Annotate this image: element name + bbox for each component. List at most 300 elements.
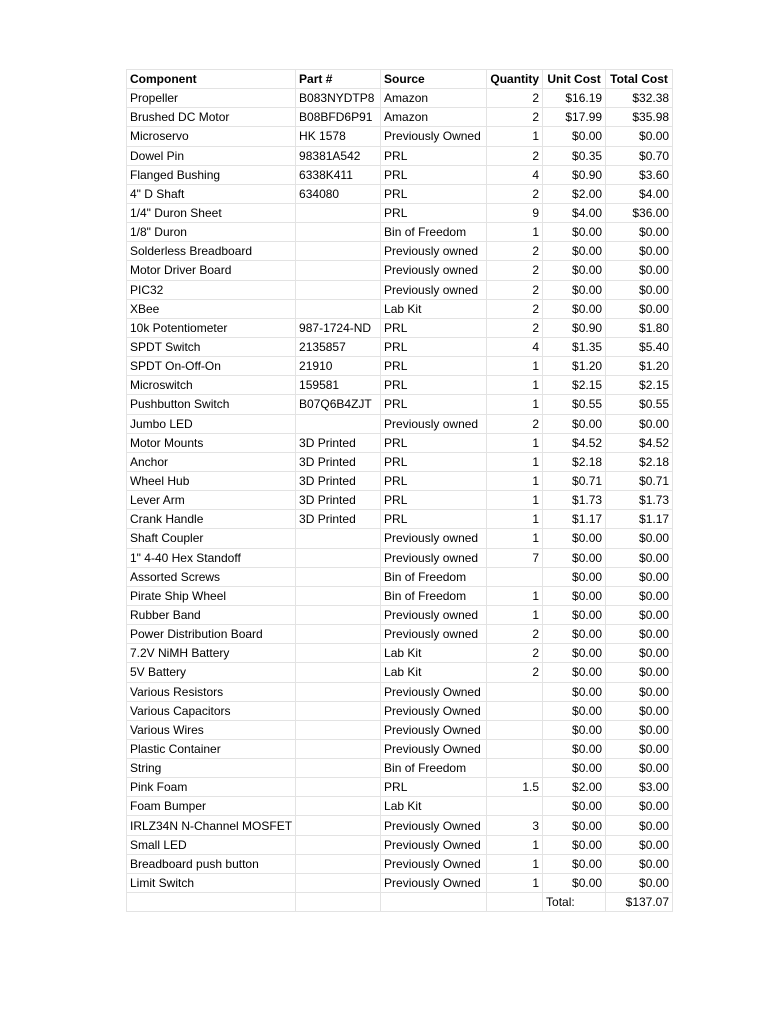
cell-component: Lever Arm <box>127 491 296 510</box>
cell-part-number: 2135857 <box>296 337 381 356</box>
cell-component: SPDT Switch <box>127 337 296 356</box>
cell-unit-cost: $0.00 <box>543 797 606 816</box>
header-total-cost: Total Cost <box>606 70 673 89</box>
cell-component: Foam Bumper <box>127 797 296 816</box>
cell-total-cost: $4.52 <box>606 433 673 452</box>
cell-unit-cost: $0.90 <box>543 318 606 337</box>
cell-quantity: 1 <box>487 491 543 510</box>
total-row-empty-cell <box>127 893 296 912</box>
cell-unit-cost: $2.15 <box>543 376 606 395</box>
table-header <box>127 70 673 89</box>
cell-unit-cost: $0.00 <box>543 739 606 758</box>
cell-part-number <box>296 223 381 242</box>
cell-component: SPDT On-Off-On <box>127 357 296 376</box>
header-row <box>127 70 673 89</box>
cell-source: Previously owned <box>381 242 487 261</box>
cell-part-number <box>296 567 381 586</box>
cell-source: PRL <box>381 146 487 165</box>
cell-unit-cost: $0.00 <box>543 548 606 567</box>
table-row <box>127 644 673 663</box>
table-row <box>127 491 673 510</box>
table-row <box>127 280 673 299</box>
cell-part-number: 3D Printed <box>296 452 381 471</box>
header-quantity: Quantity <box>487 70 543 89</box>
table-row <box>127 414 673 433</box>
cell-component: Solderless Breadboard <box>127 242 296 261</box>
cell-total-cost: $0.00 <box>606 739 673 758</box>
cell-quantity: 1 <box>487 433 543 452</box>
cell-component: Pushbutton Switch <box>127 395 296 414</box>
cell-source: PRL <box>381 184 487 203</box>
cell-quantity: 2 <box>487 280 543 299</box>
cell-unit-cost: $2.00 <box>543 184 606 203</box>
cell-source: Previously Owned <box>381 816 487 835</box>
total-row-empty-cell <box>296 893 381 912</box>
table-row <box>127 108 673 127</box>
table-row <box>127 873 673 892</box>
cell-total-cost: $0.00 <box>606 605 673 624</box>
cell-part-number <box>296 414 381 433</box>
cell-total-cost: $3.60 <box>606 165 673 184</box>
cell-unit-cost: $0.00 <box>543 873 606 892</box>
cell-quantity: 2 <box>487 89 543 108</box>
cell-quantity <box>487 720 543 739</box>
cell-source: PRL <box>381 203 487 222</box>
cell-part-number <box>296 701 381 720</box>
cell-component: 4" D Shaft <box>127 184 296 203</box>
cell-source: Previously owned <box>381 529 487 548</box>
table-row <box>127 529 673 548</box>
cell-part-number: 98381A542 <box>296 146 381 165</box>
cell-unit-cost: $4.52 <box>543 433 606 452</box>
cell-total-cost: $0.00 <box>606 223 673 242</box>
table-row <box>127 89 673 108</box>
cell-component: Shaft Coupler <box>127 529 296 548</box>
cell-quantity: 1 <box>487 471 543 490</box>
cell-total-cost: $0.00 <box>606 529 673 548</box>
cell-total-cost: $35.98 <box>606 108 673 127</box>
cell-source: PRL <box>381 357 487 376</box>
cell-unit-cost: $16.19 <box>543 89 606 108</box>
cell-part-number: 21910 <box>296 357 381 376</box>
cell-quantity <box>487 567 543 586</box>
cell-component: Various Resistors <box>127 682 296 701</box>
cell-quantity: 1 <box>487 357 543 376</box>
table-row <box>127 184 673 203</box>
cell-part-number <box>296 261 381 280</box>
cell-source: PRL <box>381 433 487 452</box>
cell-component: Motor Mounts <box>127 433 296 452</box>
cell-total-cost: $36.00 <box>606 203 673 222</box>
cell-part-number <box>296 720 381 739</box>
cell-component: Breadboard push button <box>127 854 296 873</box>
table-row <box>127 854 673 873</box>
total-row-empty-cell <box>381 893 487 912</box>
cell-quantity: 1 <box>487 510 543 529</box>
cell-part-number <box>296 548 381 567</box>
cell-source: PRL <box>381 491 487 510</box>
cell-total-cost: $0.00 <box>606 797 673 816</box>
cell-quantity: 2 <box>487 625 543 644</box>
table-row <box>127 720 673 739</box>
table-row <box>127 127 673 146</box>
cell-part-number: B08BFD6P91 <box>296 108 381 127</box>
cell-part-number <box>296 759 381 778</box>
cell-component: Wheel Hub <box>127 471 296 490</box>
cell-component: Small LED <box>127 835 296 854</box>
cell-unit-cost: $0.00 <box>543 280 606 299</box>
cell-part-number <box>296 605 381 624</box>
table-row <box>127 797 673 816</box>
cell-unit-cost: $2.00 <box>543 778 606 797</box>
cell-source: Bin of Freedom <box>381 759 487 778</box>
cell-quantity: 1 <box>487 835 543 854</box>
table-row <box>127 471 673 490</box>
cell-part-number: 6338K411 <box>296 165 381 184</box>
cell-unit-cost: $0.00 <box>543 567 606 586</box>
cell-quantity: 2 <box>487 261 543 280</box>
cell-source: PRL <box>381 165 487 184</box>
cell-part-number <box>296 625 381 644</box>
cell-component: Assorted Screws <box>127 567 296 586</box>
cell-total-cost: $32.38 <box>606 89 673 108</box>
cell-source: PRL <box>381 510 487 529</box>
cell-source: Bin of Freedom <box>381 223 487 242</box>
table-row <box>127 605 673 624</box>
cell-component: Propeller <box>127 89 296 108</box>
cell-component: Anchor <box>127 452 296 471</box>
table-row <box>127 376 673 395</box>
cell-quantity: 2 <box>487 146 543 165</box>
cell-part-number <box>296 797 381 816</box>
cell-component: Power Distribution Board <box>127 625 296 644</box>
cell-component: Microservo <box>127 127 296 146</box>
table-row <box>127 318 673 337</box>
table-row <box>127 261 673 280</box>
cell-total-cost: $0.00 <box>606 261 673 280</box>
cell-total-cost: $0.00 <box>606 548 673 567</box>
table-row <box>127 739 673 758</box>
cell-total-cost: $0.00 <box>606 242 673 261</box>
cell-part-number <box>296 816 381 835</box>
cell-quantity <box>487 797 543 816</box>
cell-quantity: 1 <box>487 452 543 471</box>
cell-unit-cost: $0.00 <box>543 701 606 720</box>
cell-quantity: 4 <box>487 165 543 184</box>
cell-total-cost: $1.80 <box>606 318 673 337</box>
cell-unit-cost: $2.18 <box>543 452 606 471</box>
cell-component: 7.2V NiMH Battery <box>127 644 296 663</box>
cell-total-cost: $0.00 <box>606 567 673 586</box>
cell-quantity: 2 <box>487 242 543 261</box>
cell-part-number <box>296 873 381 892</box>
cell-total-cost: $0.00 <box>606 854 673 873</box>
cell-part-number: B083NYDTP8 <box>296 89 381 108</box>
cell-total-cost: $0.00 <box>606 873 673 892</box>
cell-unit-cost: $0.00 <box>543 720 606 739</box>
cell-part-number <box>296 835 381 854</box>
cell-unit-cost: $0.00 <box>543 223 606 242</box>
cell-part-number <box>296 644 381 663</box>
cell-source: Previously Owned <box>381 682 487 701</box>
cell-total-cost: $0.00 <box>606 586 673 605</box>
cell-total-cost: $2.15 <box>606 376 673 395</box>
cell-part-number: 3D Printed <box>296 491 381 510</box>
cell-part-number: HK 1578 <box>296 127 381 146</box>
cell-unit-cost: $0.55 <box>543 395 606 414</box>
cell-quantity <box>487 701 543 720</box>
table-row <box>127 548 673 567</box>
cell-total-cost: $0.00 <box>606 127 673 146</box>
cell-source: Previously Owned <box>381 701 487 720</box>
cell-component: 1" 4-40 Hex Standoff <box>127 548 296 567</box>
cell-component: Flanged Bushing <box>127 165 296 184</box>
cell-quantity: 3 <box>487 816 543 835</box>
cell-unit-cost: $0.00 <box>543 625 606 644</box>
cell-part-number: 987-1724-ND <box>296 318 381 337</box>
cell-source: Previously owned <box>381 414 487 433</box>
table-row <box>127 510 673 529</box>
cell-unit-cost: $0.00 <box>543 299 606 318</box>
cell-part-number <box>296 586 381 605</box>
cell-component: IRLZ34N N-Channel MOSFET <box>127 816 296 835</box>
cell-quantity: 2 <box>487 414 543 433</box>
cell-component: 1/4" Duron Sheet <box>127 203 296 222</box>
cell-source: PRL <box>381 376 487 395</box>
cell-quantity: 2 <box>487 299 543 318</box>
cell-quantity: 2 <box>487 644 543 663</box>
table-row <box>127 625 673 644</box>
cell-part-number <box>296 682 381 701</box>
cell-quantity: 1 <box>487 376 543 395</box>
cell-part-number <box>296 854 381 873</box>
cell-part-number <box>296 242 381 261</box>
cell-quantity: 2 <box>487 318 543 337</box>
cell-component: String <box>127 759 296 778</box>
table-row <box>127 835 673 854</box>
cell-unit-cost: $0.00 <box>543 644 606 663</box>
cell-component: Various Wires <box>127 720 296 739</box>
cell-total-cost: $4.00 <box>606 184 673 203</box>
cell-source: PRL <box>381 337 487 356</box>
cell-unit-cost: $1.20 <box>543 357 606 376</box>
cell-part-number: 159581 <box>296 376 381 395</box>
cell-unit-cost: $0.00 <box>543 835 606 854</box>
cell-unit-cost: $4.00 <box>543 203 606 222</box>
cell-total-cost: $2.18 <box>606 452 673 471</box>
cell-unit-cost: $0.00 <box>543 586 606 605</box>
cell-quantity: 4 <box>487 337 543 356</box>
cell-source: Previously Owned <box>381 835 487 854</box>
cell-part-number <box>296 778 381 797</box>
table-row <box>127 586 673 605</box>
table-row <box>127 337 673 356</box>
table-row <box>127 203 673 222</box>
cell-total-cost: $0.00 <box>606 816 673 835</box>
cell-source: Lab Kit <box>381 797 487 816</box>
cell-source: Lab Kit <box>381 644 487 663</box>
cell-source: Lab Kit <box>381 663 487 682</box>
cell-quantity <box>487 759 543 778</box>
cell-component: Plastic Container <box>127 739 296 758</box>
cell-unit-cost: $0.00 <box>543 682 606 701</box>
table-footer <box>127 893 673 912</box>
cell-source: Previously owned <box>381 280 487 299</box>
table-row <box>127 146 673 165</box>
cell-part-number <box>296 529 381 548</box>
cell-quantity: 1 <box>487 586 543 605</box>
cell-source: Previously owned <box>381 261 487 280</box>
cell-total-cost: $0.00 <box>606 701 673 720</box>
table-row <box>127 242 673 261</box>
cell-total-cost: $1.20 <box>606 357 673 376</box>
cell-quantity: 2 <box>487 184 543 203</box>
cell-component: 5V Battery <box>127 663 296 682</box>
cell-component: Crank Handle <box>127 510 296 529</box>
cell-unit-cost: $1.35 <box>543 337 606 356</box>
cell-component: XBee <box>127 299 296 318</box>
cell-unit-cost: $17.99 <box>543 108 606 127</box>
cell-part-number: B07Q6B4ZJT <box>296 395 381 414</box>
cell-part-number: 3D Printed <box>296 471 381 490</box>
cell-quantity: 1 <box>487 529 543 548</box>
cell-total-cost: $0.00 <box>606 720 673 739</box>
cell-quantity <box>487 682 543 701</box>
cell-part-number: 3D Printed <box>296 510 381 529</box>
cell-unit-cost: $1.73 <box>543 491 606 510</box>
cell-component: Motor Driver Board <box>127 261 296 280</box>
cell-unit-cost: $0.00 <box>543 854 606 873</box>
cell-component: Jumbo LED <box>127 414 296 433</box>
cell-total-cost: $0.00 <box>606 835 673 854</box>
cell-total-cost: $0.71 <box>606 471 673 490</box>
total-label: Total: <box>543 893 606 912</box>
header-component: Component <box>127 70 296 89</box>
cell-total-cost: $0.00 <box>606 299 673 318</box>
cell-source: Previously Owned <box>381 854 487 873</box>
cell-component: Pink Foam <box>127 778 296 797</box>
table-row <box>127 778 673 797</box>
cell-source: Previously Owned <box>381 720 487 739</box>
cell-total-cost: $0.70 <box>606 146 673 165</box>
cell-total-cost: $0.00 <box>606 759 673 778</box>
cell-part-number <box>296 663 381 682</box>
cell-total-cost: $0.00 <box>606 280 673 299</box>
cell-source: Previously owned <box>381 625 487 644</box>
cell-total-cost: $0.00 <box>606 682 673 701</box>
table-row <box>127 452 673 471</box>
cell-quantity <box>487 739 543 758</box>
table-row <box>127 395 673 414</box>
cell-unit-cost: $0.00 <box>543 529 606 548</box>
total-row-empty-cell <box>487 893 543 912</box>
cell-part-number: 3D Printed <box>296 433 381 452</box>
cell-total-cost: $1.73 <box>606 491 673 510</box>
total-value: $137.07 <box>606 893 673 912</box>
cell-unit-cost: $1.17 <box>543 510 606 529</box>
cell-unit-cost: $0.00 <box>543 242 606 261</box>
cell-total-cost: $0.55 <box>606 395 673 414</box>
cell-component: PIC32 <box>127 280 296 299</box>
cell-total-cost: $0.00 <box>606 414 673 433</box>
cell-source: Previously owned <box>381 548 487 567</box>
cell-component: 10k Potentiometer <box>127 318 296 337</box>
cell-component: Dowel Pin <box>127 146 296 165</box>
cell-part-number <box>296 299 381 318</box>
table-body <box>127 89 673 893</box>
total-row <box>127 893 673 912</box>
cell-unit-cost: $0.71 <box>543 471 606 490</box>
cell-source: Previously owned <box>381 605 487 624</box>
cell-component: Various Capacitors <box>127 701 296 720</box>
table-row <box>127 433 673 452</box>
cell-source: Previously Owned <box>381 739 487 758</box>
cell-component: Rubber Band <box>127 605 296 624</box>
cell-quantity: 7 <box>487 548 543 567</box>
cell-quantity: 1 <box>487 854 543 873</box>
cell-source: PRL <box>381 452 487 471</box>
cell-quantity: 1 <box>487 223 543 242</box>
cell-quantity: 2 <box>487 108 543 127</box>
cell-source: Amazon <box>381 108 487 127</box>
cell-source: Previously Owned <box>381 127 487 146</box>
table-row <box>127 701 673 720</box>
table-row <box>127 816 673 835</box>
cell-quantity: 1 <box>487 127 543 146</box>
cell-unit-cost: $0.00 <box>543 605 606 624</box>
cell-unit-cost: $0.35 <box>543 146 606 165</box>
table-row <box>127 682 673 701</box>
cell-unit-cost: $0.90 <box>543 165 606 184</box>
component-cost-table <box>126 69 673 912</box>
cell-unit-cost: $0.00 <box>543 261 606 280</box>
cell-source: Amazon <box>381 89 487 108</box>
cell-total-cost: $0.00 <box>606 625 673 644</box>
cell-component: Brushed DC Motor <box>127 108 296 127</box>
table-row <box>127 223 673 242</box>
cell-unit-cost: $0.00 <box>543 414 606 433</box>
table-row <box>127 357 673 376</box>
cell-quantity: 1 <box>487 395 543 414</box>
cell-source: PRL <box>381 471 487 490</box>
header-source: Source <box>381 70 487 89</box>
table-row <box>127 299 673 318</box>
cell-part-number <box>296 739 381 758</box>
cell-component: Limit Switch <box>127 873 296 892</box>
table-row <box>127 759 673 778</box>
cell-quantity: 9 <box>487 203 543 222</box>
cell-source: PRL <box>381 778 487 797</box>
cell-total-cost: $5.40 <box>606 337 673 356</box>
cell-source: Bin of Freedom <box>381 567 487 586</box>
cell-unit-cost: $0.00 <box>543 759 606 778</box>
cell-unit-cost: $0.00 <box>543 663 606 682</box>
cell-quantity: 1.5 <box>487 778 543 797</box>
table-row <box>127 165 673 184</box>
cell-unit-cost: $0.00 <box>543 127 606 146</box>
cell-source: Previously Owned <box>381 873 487 892</box>
cell-total-cost: $0.00 <box>606 663 673 682</box>
cell-total-cost: $1.17 <box>606 510 673 529</box>
cell-total-cost: $3.00 <box>606 778 673 797</box>
cell-quantity: 1 <box>487 605 543 624</box>
cell-source: PRL <box>381 395 487 414</box>
cell-component: Pirate Ship Wheel <box>127 586 296 605</box>
table-row <box>127 663 673 682</box>
cell-component: Microswitch <box>127 376 296 395</box>
table-row <box>127 567 673 586</box>
header-unit-cost: Unit Cost <box>543 70 606 89</box>
